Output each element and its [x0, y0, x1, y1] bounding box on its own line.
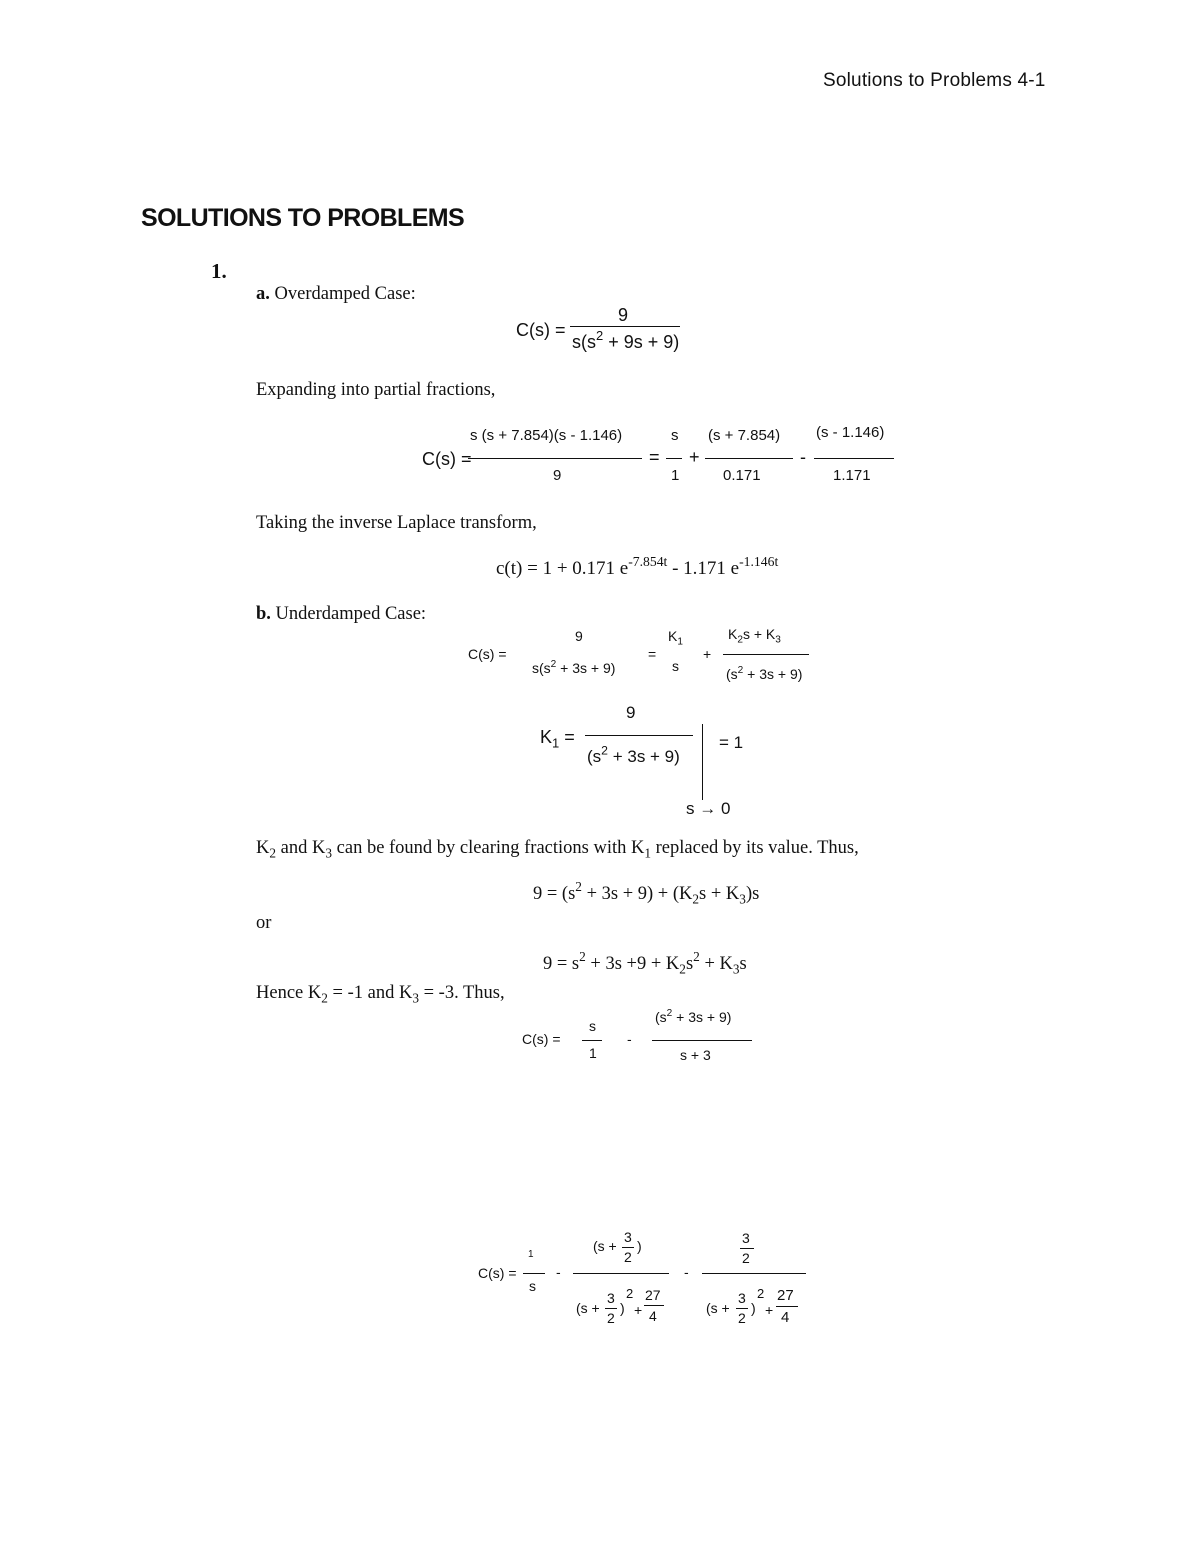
eq-b6-den2-close: ) — [620, 1300, 625, 1316]
k1-lhs: $K_1$ = — [540, 727, 575, 751]
k1-fraction-bar — [585, 735, 693, 736]
eq-b6-den3-fbar — [736, 1308, 748, 1309]
problem-number: 1. — [211, 259, 227, 283]
eq-b1-num3: $K_2s + K_3$ — [728, 626, 781, 646]
part-b-heading — [256, 604, 426, 625]
eq-b6-num3-fn: 3 — [742, 1230, 750, 1246]
eq-b6-den2-fn2: 27 — [645, 1287, 661, 1303]
eq-b6-num2-fbar — [622, 1247, 634, 1248]
eq-b1-bar3 — [723, 654, 809, 655]
eq-b6-den3-fd2: 4 — [781, 1309, 790, 1326]
eq-b6-bar2 — [573, 1273, 669, 1274]
eq-b6-num2-close: ) — [637, 1238, 642, 1254]
eq-a2-lhs: C(s) = — [422, 449, 472, 469]
eq-b5-den2: s + 3 — [680, 1047, 711, 1063]
eq-b1-den3: $(s^2 + 3s + 9)$ — [726, 664, 803, 682]
eq-b6-num2-fn: 3 — [624, 1229, 632, 1245]
eq-a2-bar1 — [468, 458, 642, 459]
k1-numerator: 9 — [626, 703, 636, 722]
eq-a2-num1: s (s + 7.854)(s - 1.146) — [470, 427, 623, 444]
eq-a2-num4: (s - 1.146) — [816, 424, 885, 441]
eq-ct: c(t) = 1 + 0.171 $e^{-7.854t} - 1.171$ $e^{-1.146t}$ — [496, 553, 779, 579]
part-a-heading — [256, 284, 416, 305]
eq-b6-den3-fbar2 — [776, 1306, 798, 1307]
eq-b6-den3-sup: 2 — [757, 1286, 765, 1301]
eq-b5-den1: 1 — [589, 1045, 597, 1061]
eq-a2-plus: + — [689, 447, 700, 467]
eq-a2-den1: 9 — [553, 467, 562, 484]
eq-b1-den1: $s(s^2 + 3s + 9)$ — [532, 658, 616, 676]
eq-b5-num1: s — [589, 1018, 596, 1034]
eq-b6-den2-fd2: 4 — [649, 1308, 657, 1324]
eq-b6-den3-close: ) — [751, 1300, 756, 1316]
eq-b6-den2-plus: + — [634, 1302, 643, 1318]
part-b-title: Underdamped Case: — [270, 604, 427, 624]
eq-b6-den3-fd: 2 — [738, 1310, 746, 1326]
eq-b6-den2-open: (s + — [576, 1300, 600, 1316]
eq-b6-bar3 — [702, 1273, 806, 1274]
or-text: or — [256, 913, 272, 933]
eq-b6-lhs: C(s) = — [478, 1265, 517, 1281]
eq-b6-den2-fn: 3 — [607, 1290, 615, 1306]
eq-b6-num2-fd: 2 — [624, 1249, 632, 1265]
eq-a2-den4: 1.171 — [833, 467, 871, 484]
k1-eval-bar — [702, 724, 703, 800]
running-header: Solutions to Problems 4-1 — [823, 70, 1046, 91]
eq-b6-num2-open: (s + — [593, 1238, 617, 1254]
eq-b1-num1: 9 — [575, 628, 583, 644]
hence-text: Hence $K_2 = -1$ and $K_3 = -3$. Thus, — [256, 983, 505, 1006]
eq-b1-s: s — [672, 658, 679, 674]
eq-b1-lhs: C(s) = — [468, 646, 507, 662]
eq-a2-equals: = — [649, 447, 660, 467]
eq-b5-minus: - — [627, 1031, 632, 1047]
eq-a2-bar3 — [705, 458, 793, 459]
eq-b4: $9 = s^2 + 3s +9 + K_2s^2 + K_3s$ — [543, 949, 747, 977]
k1-denominator: $(s^2 + 3s + 9)$ — [587, 743, 680, 766]
eq-b3: $9 = (s^2 + 3s + 9) + (K_2s + K_3)s$ — [533, 879, 760, 907]
page-title: SOLUTIONS TO PROBLEMS — [141, 204, 465, 232]
eq-a2-bar4 — [814, 458, 894, 459]
eq-a2-num3: (s + 7.854) — [708, 427, 781, 444]
eq-a1-denominator: $s(s^2 + 9s + 9)$ — [572, 328, 680, 352]
eq-a2-minus: - — [800, 447, 806, 467]
eq-b6-den3-fn: 3 — [738, 1290, 746, 1306]
eq-b6-den2-fd: 2 — [607, 1310, 615, 1326]
part-a-title: Overdamped Case: — [269, 284, 416, 304]
eq-a1-fraction-bar — [570, 326, 680, 327]
eq-b6-den3-plus: + — [765, 1302, 774, 1318]
eq-b6-den2-sup: 2 — [626, 1286, 634, 1301]
eq-a2-den2: 1 — [671, 467, 680, 484]
eq-a2-den3: 0.171 — [723, 467, 761, 484]
eq-b6-minus1: - — [556, 1264, 561, 1280]
eq-b5-bar2 — [652, 1040, 752, 1041]
eq-a1-numerator: 9 — [618, 305, 629, 325]
eq-b6-bar1 — [523, 1273, 545, 1274]
inverse-text: Taking the inverse Laplace transform, — [256, 513, 537, 533]
eq-a2-bar2 — [666, 458, 682, 459]
eq-b6-den1: s — [529, 1278, 536, 1294]
eq-b5-bar1 — [582, 1040, 602, 1041]
eq-b6-den2-fbar — [605, 1308, 617, 1309]
eq-b6-num3-fbar — [740, 1248, 754, 1249]
eq-b5-lhs: C(s) = — [522, 1031, 561, 1047]
eq-b6-den2-fbar2 — [644, 1305, 664, 1306]
eq-a1-lhs: C(s) = — [516, 320, 566, 340]
eq-b6-den3-fn2: 27 — [777, 1287, 794, 1304]
eq-b6-den3-open: (s + — [706, 1300, 730, 1316]
part-b-label: b. — [256, 604, 271, 624]
expand-text: Expanding into partial fractions, — [256, 380, 496, 400]
eq-b6-minus2: - — [684, 1264, 689, 1280]
eq-a2-num2: s — [671, 427, 679, 444]
eq-b1-equals: = — [648, 646, 657, 662]
k23-text: $K_2$ and $K_3$ can be found by clearing fractions with $K_1$ replaced by its value. Thus, — [256, 838, 859, 861]
eq-b6-num3-fd: 2 — [742, 1250, 750, 1266]
eq-b1-plus: + — [703, 646, 712, 662]
eq-b6-num1: 1 — [528, 1249, 534, 1260]
k1-result: = 1 — [719, 733, 744, 752]
eq-b1-k1: $K_1$ — [668, 628, 683, 648]
k1-limit: s → 0 — [686, 799, 731, 818]
part-a-label: a. — [256, 284, 270, 304]
eq-b5-num2: $(s^2 + 3s + 9)$ — [655, 1007, 732, 1025]
